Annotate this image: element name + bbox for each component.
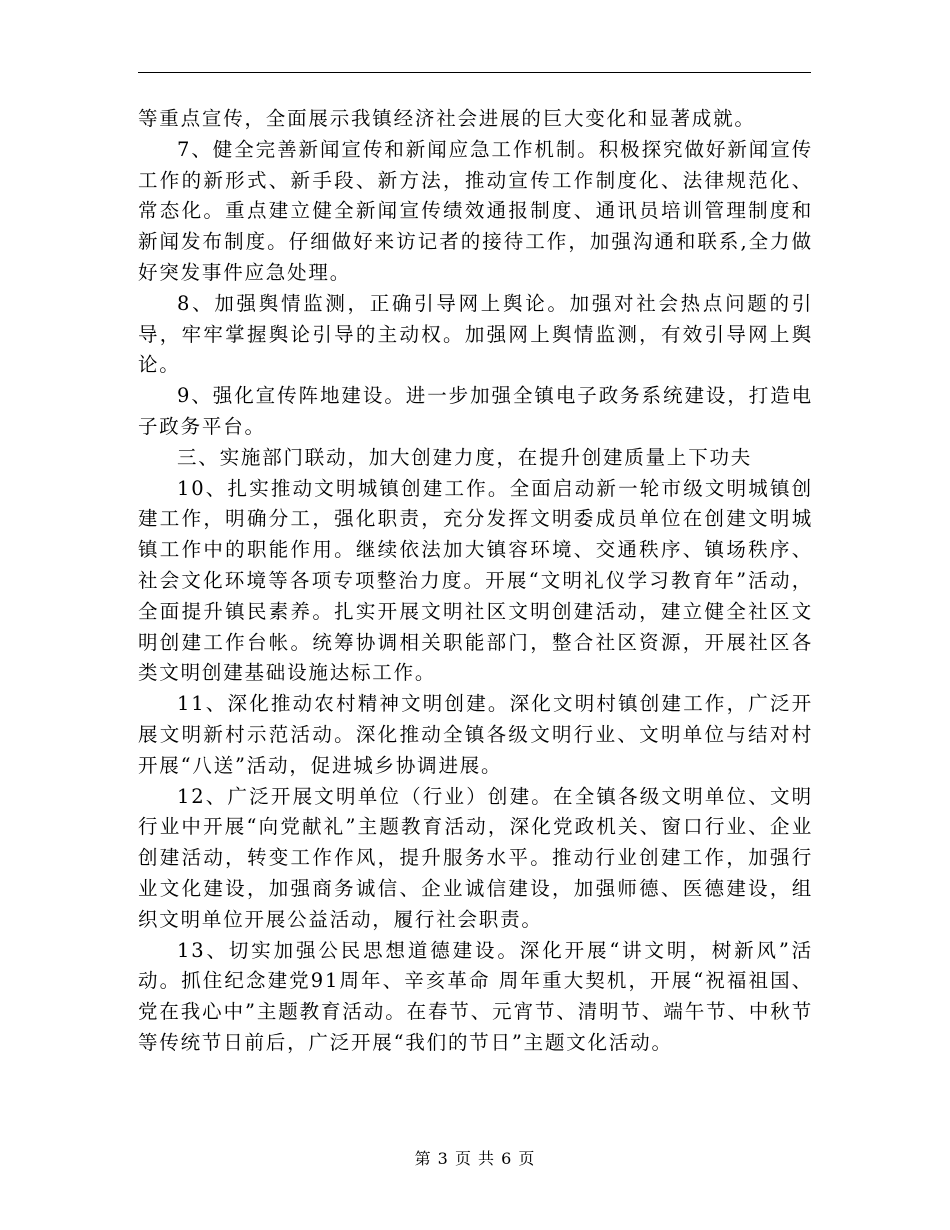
paragraph: 13、切实加强公民思想道德建设。深化开展“讲文明，树新风”活动。抓住纪念建党91周年、辛亥革命 周年重大契机，开展“祝福祖国、党在我心中”主题教育活动。在春节、元宵节、清明节、端午节、中秋节等传统节日前后，广泛开展“我们的节日”主题文化活动。 <box>138 938 813 1054</box>
section-heading: 三、实施部门联动，加大创建力度，在提升创建质量上下功夫 <box>177 445 753 469</box>
paragraph: 9、强化宣传阵地建设。进一步加强全镇电子政务系统建设，打造电子政务平台。 <box>138 384 813 438</box>
document-body <box>138 104 813 1059</box>
paragraph: 12、广泛开展文明单位（行业）创建。在全镇各级文明单位、文明行业中开展“向党献礼”主题教育活动，深化党政机关、窗口行业、企业创建活动，转变工作作风，提升服务水平。推动行业创建工作，加强行业文化建设，加强商务诚信、企业诚信建设，加强师德、医德建设，组织文明单位开展公益活动，履行社会职责。 <box>138 784 813 931</box>
paragraph: 8、加强舆情监测，正确引导网上舆论。加强对社会热点问题的引导，牢牢掌握舆论引导的主动权。加强网上舆情监测，有效引导网上舆论。 <box>138 291 813 377</box>
paragraph: 11、深化推动农村精神文明创建。深化文明村镇创建工作，广泛开展文明新村示范活动。深化推动全镇各级文明行业、文明单位与结对村开展“八送”活动，促进城乡协调进展。 <box>138 692 813 777</box>
paragraph: 等重点宣传，全面展示我镇经济社会进展的巨大变化和显著成就。 <box>138 107 756 130</box>
page-number: 第 3 页 共 6 页 <box>414 1149 536 1168</box>
header-rule <box>138 72 811 73</box>
paragraph: 10、扎实推动文明城镇创建工作。全面启动新一轮市级文明城镇创建工作，明确分工，强化职责，充分发挥文明委成员单位在创建文明城镇工作中的职能作用。继续依法加大镇容环境、交通秩序、镇场秩序、社会文化环境等各项专项整治力度。开展“文明礼仪学习教育年”活动，全面提升镇民素养。扎实开展文明社区文明创建活动，建立健全社区文明创建工作台帐。统筹协调相关职能部门，整合社区资源，开展社区各类文明创建基础设施达标工作。 <box>138 476 813 685</box>
paragraph: 7、健全完善新闻宣传和新闻应急工作机制。积极探究做好新闻宣传工作的新形式、新手段、新方法，推动宣传工作制度化、法律规范化、常态化。重点建立健全新闻宣传绩效通报制度、通讯员培训管理制度和新闻发布制度。仔细做好来访记者的接待工作，加强沟通和联系,全力做好突发事件应急处理。 <box>138 137 813 284</box>
